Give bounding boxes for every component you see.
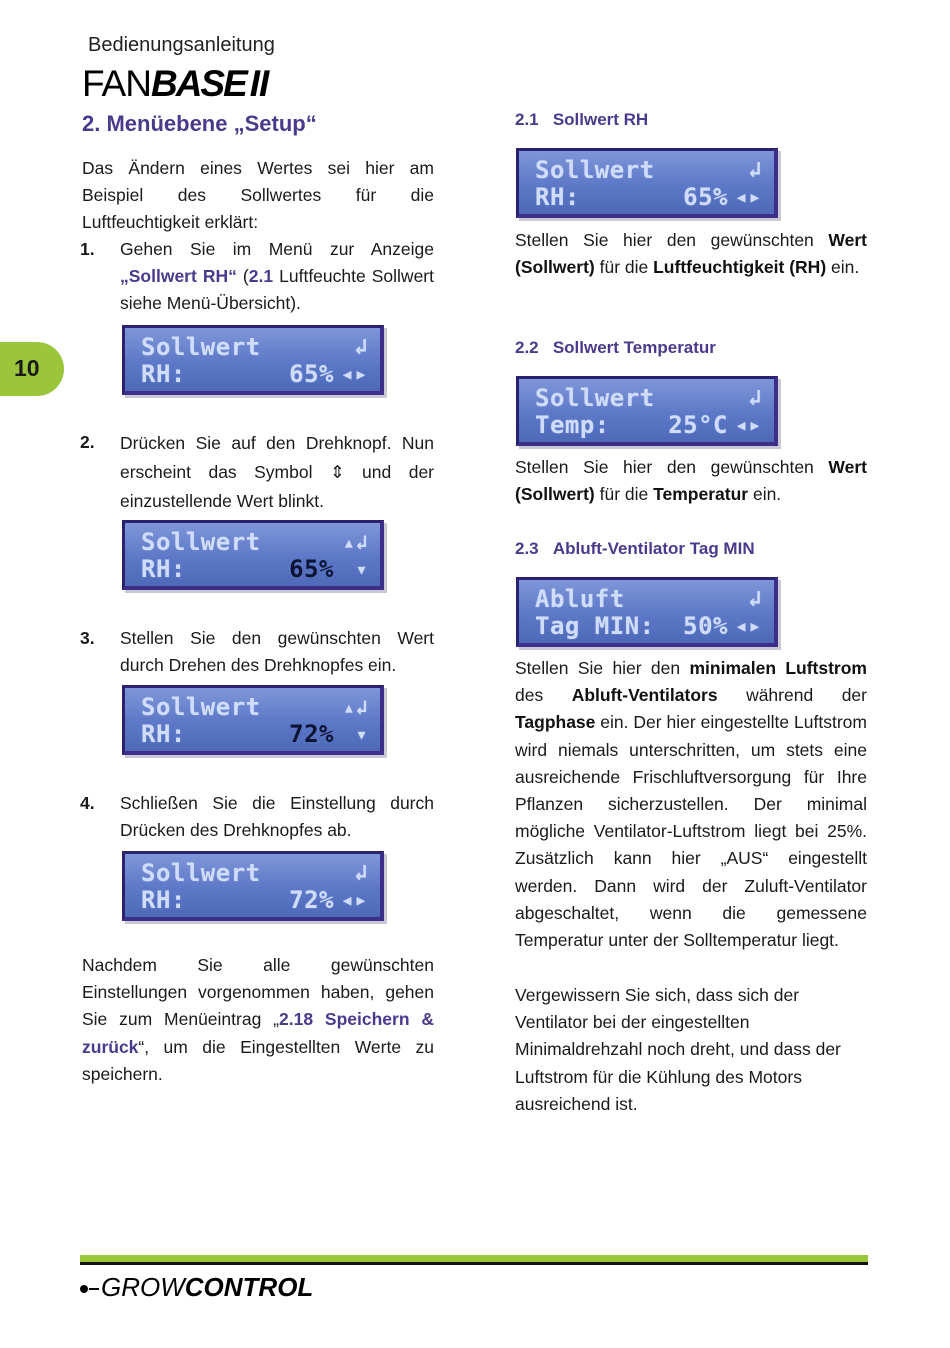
lcd-display <box>516 148 778 218</box>
section-text <box>515 227 867 281</box>
brand-logo <box>82 64 268 104</box>
menu-reference: „Sollwert RH“ <box>120 266 237 287</box>
lcd-value: 65% <box>289 555 334 583</box>
lcd-row <box>535 412 762 439</box>
lcd-display <box>516 376 778 446</box>
text-part: des <box>515 685 572 706</box>
step-number: 4. <box>80 793 95 813</box>
up-enter-icon: ▴↲ <box>342 695 368 719</box>
lcd-value: 65% <box>683 183 728 211</box>
lcd-row <box>535 586 762 613</box>
text-part: ein. Der hier eingestellte Luftstrom wird niemals unterschritten, um stets eine ausreichende Frischluftversorgung für Ihre Pflanzen sicherzustellen. Der minimal mögliche Ventilator-Luftstrom liegt bei 25%. Zusätzlich kann hier „AUS“ eingestellt werden. Dann wird der Zuluft-Ventilator abgeschaltet, wenn die gemessene Temperatur unter der Solltemperatur liegt. <box>515 712 867 951</box>
lcd-label: RH: <box>535 183 580 211</box>
logo-dash-icon <box>89 1288 99 1290</box>
left-right-arrows-icon: ◂▸ <box>734 413 762 438</box>
down-arrow-icon: ▾ <box>355 722 368 746</box>
logo-dot-icon <box>80 1285 88 1293</box>
left-right-arrows-icon: ◂▸ <box>734 614 762 639</box>
subsection-title <box>515 338 716 358</box>
lcd-row <box>141 721 368 748</box>
lcd-line1: Sollwert <box>141 693 261 721</box>
down-arrow-icon: ▾ <box>355 557 368 581</box>
subsection-title <box>515 110 648 130</box>
step-number: 2. <box>80 432 95 452</box>
text-part: während der <box>717 685 867 706</box>
lcd-value: 72% <box>289 720 334 748</box>
subsection-name: Abluft-Ventilator Tag MIN <box>552 539 755 558</box>
lcd-label: RH: <box>141 886 186 914</box>
intro-paragraph: Das Ändern eines Wertes sei hier am Beispiel des Sollwertes für die Luftfeuchtigkeit erklärt: <box>82 158 434 233</box>
lcd-label: RH: <box>141 555 186 583</box>
enter-icon: ↲ <box>354 861 368 886</box>
footer-logo <box>80 1272 313 1303</box>
lcd-line1: Sollwert <box>141 528 261 556</box>
lcd-row <box>535 184 762 211</box>
lcd-label: RH: <box>141 720 186 748</box>
emphasis: Wert (Sollwert) <box>515 230 867 278</box>
subsection-number: 2.2 <box>515 338 539 357</box>
lcd-value: 50% <box>683 612 728 640</box>
lcd-row <box>141 694 368 721</box>
section-title: 2. Menüebene „Setup“ <box>82 111 317 136</box>
step-text-part: Luftfeuchte Sollwert siehe Menü-Übersicht). <box>120 266 434 314</box>
document-label: Bedienungsanleitung <box>88 34 275 56</box>
section-note: Vergewissern Sie sich, dass sich der Ventilator bei der eingestellten Minimaldrehzahl noch dreht, und dass der Luftstrom für die Kühlung des Motors ausreichend ist. <box>515 985 841 1114</box>
step-number: 3. <box>80 628 95 648</box>
lcd-display <box>122 851 384 921</box>
text-part: ein. <box>826 257 860 278</box>
lcd-row <box>535 157 762 184</box>
text-part: für die <box>594 484 654 505</box>
lcd-value: 65% <box>289 360 334 388</box>
lcd-row <box>141 361 368 388</box>
step-text <box>120 236 434 318</box>
enter-icon: ↲ <box>748 158 762 183</box>
section-text <box>515 454 867 508</box>
text-part: für die <box>594 257 654 278</box>
step-text-part: ( <box>236 266 249 287</box>
subsection-number: 2.3 <box>515 539 539 558</box>
subsection-title <box>515 539 755 559</box>
text-part: Stellen Sie hier den gewünschten <box>515 230 829 250</box>
lcd-row <box>141 334 368 361</box>
footer-bar <box>80 1255 868 1262</box>
lcd-line1: Abluft <box>535 585 625 613</box>
text-part: Stellen Sie hier den gewünschten <box>515 457 829 477</box>
left-right-arrows-icon: ◂▸ <box>340 362 368 387</box>
section-text <box>515 655 867 954</box>
brand-logo-roman: II <box>249 63 269 104</box>
step-text-part: und der einzustellende Wert blinkt. <box>120 462 434 511</box>
outro-paragraph <box>82 952 434 1088</box>
outro-text-part: Nachdem Sie alle gewünschten Einstellungen vorgenommen haben, gehen Sie zum Menüeintrag „ <box>82 955 434 1030</box>
lcd-label: RH: <box>141 360 186 388</box>
left-right-arrows-icon: ◂▸ <box>340 888 368 913</box>
brand-logo-bold: BASE <box>150 63 246 104</box>
lcd-value: 25°C <box>668 411 728 439</box>
lcd-display <box>516 577 778 647</box>
subsection-name: Sollwert RH <box>552 110 649 129</box>
left-right-arrows-icon: ◂▸ <box>734 185 762 210</box>
lcd-row <box>141 556 368 583</box>
lcd-line1: Sollwert <box>535 384 655 412</box>
emphasis: Temperatur <box>653 484 749 505</box>
lcd-row <box>535 385 762 412</box>
lcd-row <box>141 860 368 887</box>
step-text: Schließen Sie die Einstellung durch Drücken des Drehknopfes ab. <box>120 793 434 841</box>
menu-reference: 2.18 Speichern & zurück <box>82 1009 434 1057</box>
lcd-row <box>141 887 368 914</box>
step-text-part: Gehen Sie im Menü zur Anzeige <box>120 239 434 259</box>
text-part: ein. <box>748 484 782 505</box>
lcd-label: Temp: <box>535 411 610 439</box>
subsection-name: Sollwert Temperatur <box>552 338 716 357</box>
emphasis: Wert (Sollwert) <box>515 457 867 505</box>
lcd-display <box>122 325 384 395</box>
footer-rule <box>80 1262 868 1265</box>
step-text <box>120 429 434 516</box>
subsection-number: 2.1 <box>515 110 539 129</box>
enter-icon: ↲ <box>748 386 762 411</box>
lcd-row <box>141 529 368 556</box>
lcd-row <box>535 613 762 640</box>
brand-logo-light: FAN <box>82 63 151 104</box>
emphasis: Luftfeuchtigkeit (RH) <box>653 257 827 278</box>
enter-icon: ↲ <box>354 335 368 360</box>
lcd-label: Tag MIN: <box>535 612 655 640</box>
text-part: Stellen Sie hier den <box>515 658 690 678</box>
up-down-icon: ⇕ <box>329 462 345 482</box>
lcd-line1: Sollwert <box>141 859 261 887</box>
lcd-display <box>122 685 384 755</box>
lcd-line1: Sollwert <box>141 333 261 361</box>
footer-logo-bold: CONTROL <box>184 1272 314 1302</box>
lcd-line1: Sollwert <box>535 156 655 184</box>
lcd-value: 72% <box>289 886 334 914</box>
step-text: Stellen Sie den gewünschten Wert durch Drehen des Drehknopfes ein. <box>120 628 434 676</box>
section-reference: 2.1 <box>248 266 274 287</box>
footer-logo-light: GROW <box>101 1272 185 1302</box>
page-number: 10 <box>14 355 40 381</box>
lcd-display <box>122 520 384 590</box>
enter-icon: ↲ <box>748 587 762 612</box>
outro-text-part: “, um die Eingestellten Werte zu speichern. <box>82 1036 434 1084</box>
emphasis: Abluft-Ventilators <box>571 685 718 706</box>
up-enter-icon: ▴↲ <box>342 530 368 554</box>
emphasis: minimalen Luftstrom <box>689 658 867 678</box>
step-text-part: Drücken Sie auf den Drehknopf. Nun erscheint das Symbol <box>120 433 434 482</box>
emphasis: Tagphase <box>515 712 596 733</box>
step-number: 1. <box>80 239 95 259</box>
